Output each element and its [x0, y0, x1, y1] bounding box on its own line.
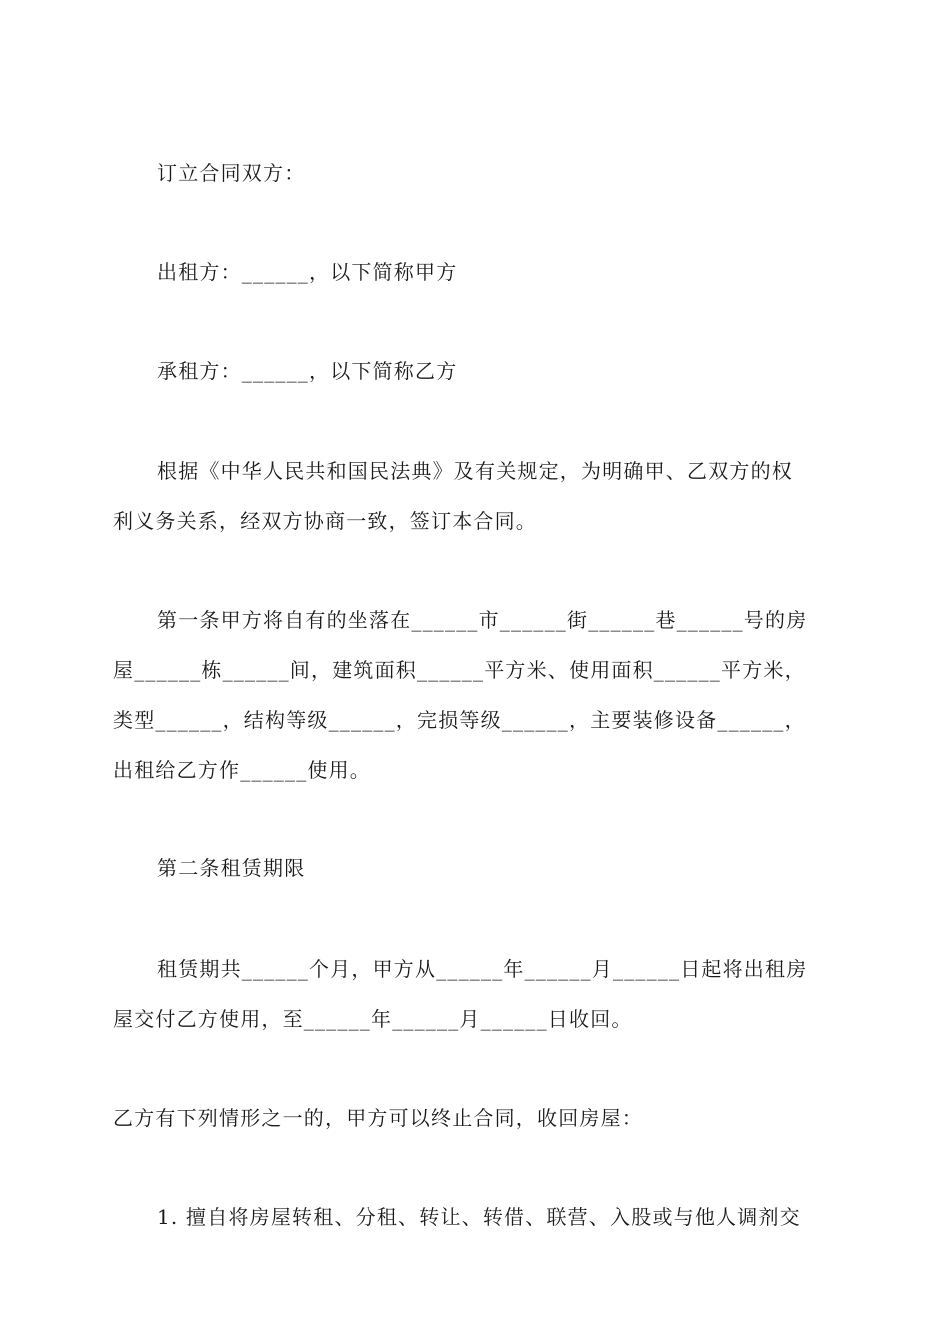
text-line: 第二条租赁期限	[157, 856, 306, 880]
text-line: 1. 擅自将房屋转租、分租、转让、转借、联营、入股或与他人调剂交	[157, 1205, 801, 1229]
lessee-line	[113, 346, 837, 396]
text-line: 类型______，结构等级______，完损等级______，主要装修设备______，	[113, 708, 806, 732]
text-line: 乙方有下列情形之一的，甲方可以终止合同，收回房屋：	[113, 1106, 643, 1130]
lessor-line	[113, 247, 837, 297]
text-line: 出租给乙方作______使用。	[113, 758, 371, 782]
text-line: 根据《中华人民共和国民法典》及有关规定，为明确甲、乙双方的权	[157, 459, 793, 483]
text-line: 第一条甲方将自有的坐落在______市______街______巷______号的房	[157, 608, 808, 632]
lease-term-paragraph	[113, 944, 837, 1044]
text-line: 订立合同双方：	[157, 161, 306, 185]
item-1-paragraph	[113, 1192, 837, 1242]
text-line: 利义务关系，经双方协商一致，签订本合同。	[113, 509, 537, 533]
text-line: 承租方：______，以下简称乙方	[157, 359, 458, 383]
parties-heading	[113, 148, 837, 198]
article-2-heading	[113, 843, 837, 893]
text-line: 出租方：______，以下简称甲方	[157, 260, 458, 284]
termination-paragraph	[113, 1093, 837, 1143]
basis-paragraph	[113, 446, 837, 546]
text-line: 屋______栋______间，建筑面积______平方米、使用面积______平方米，	[113, 658, 806, 682]
article-1-paragraph	[113, 595, 837, 795]
text-line: 屋交付乙方使用，至______年______月______日收回。	[113, 1007, 633, 1031]
text-line: 租赁期共______个月，甲方从______年______月______日起将出租房	[157, 957, 808, 981]
